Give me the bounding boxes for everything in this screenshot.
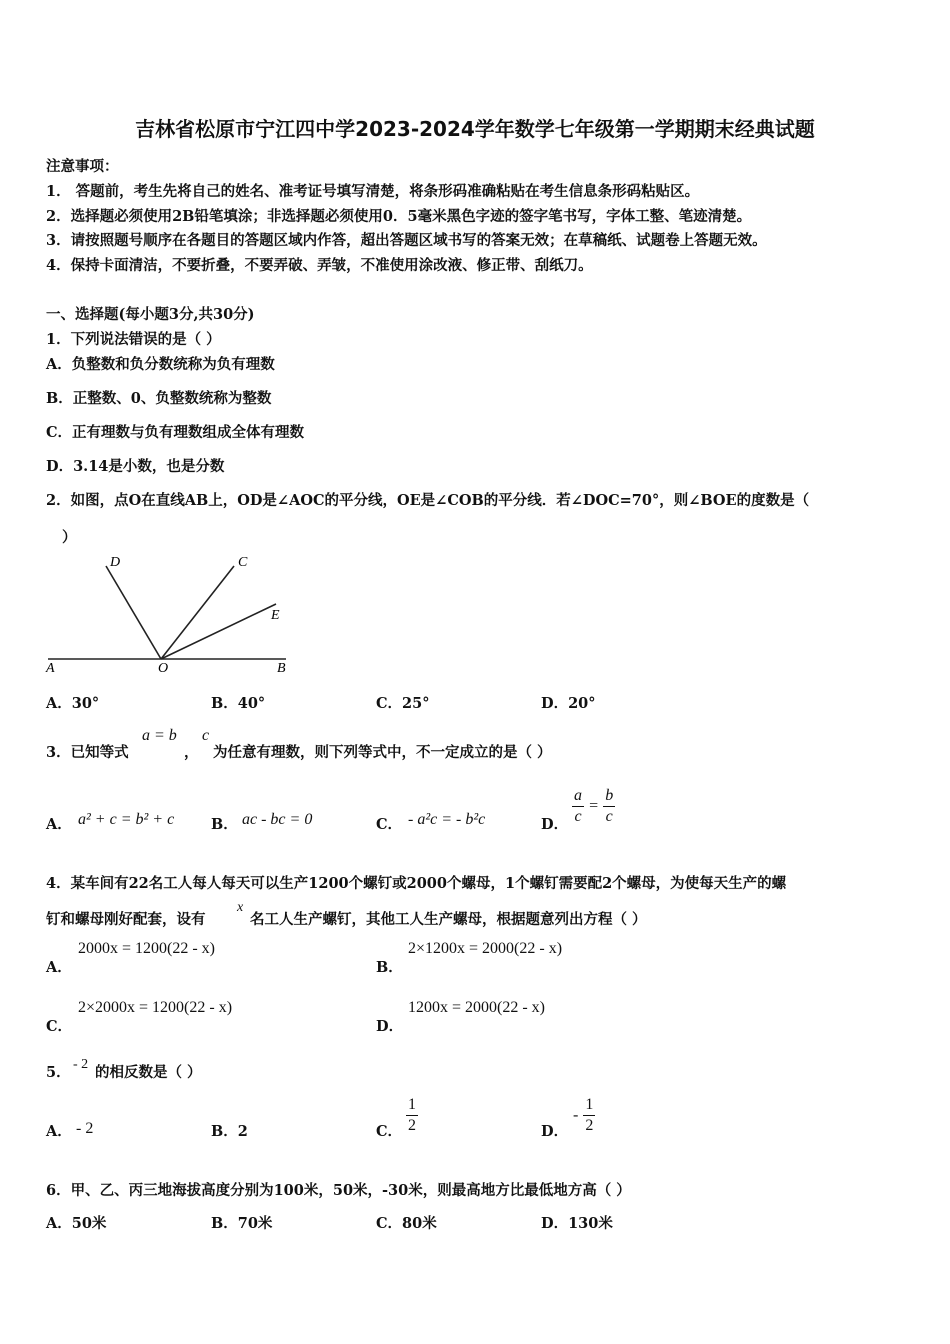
fraction-b-over-c: $\frac{b}{c}$ — [605, 787, 614, 825]
q3-option-b-expr: ac - bc = 0 — [242, 811, 313, 828]
q3-stem-end: 为任意有理数，则下列等式中，不一定成立的是（ ） — [213, 744, 552, 761]
q1-option-a: A．负整数和负分数统称为负有理数 — [46, 356, 275, 373]
ray-oe — [161, 604, 276, 659]
fraction-neg-one-half: $\frac{1}{2}$ — [585, 1096, 594, 1134]
q5-option-c-expr — [406, 1095, 418, 1136]
q6-option-b: B．70米 — [211, 1215, 273, 1232]
fraction-a-over-c: $\frac{a}{c}$ — [574, 787, 582, 825]
q6-stem: 6．甲、乙、丙三地海拔高度分别为100米，50米，-30米，则最高地方比最低地方高（ ） — [46, 1182, 631, 1199]
q1-stem: 1．下列说法错误的是（ ） — [46, 331, 221, 348]
angle-figure — [44, 548, 294, 673]
q3-equation: a = b — [142, 727, 177, 744]
q3-variable: c — [202, 727, 210, 744]
q2-option-c: C．25° — [376, 695, 430, 712]
q2-stem: 2．如图，点O在直线AB上，OD是∠AOC的平分线，OE是∠COB的平分线．若∠DOC=70°，则∠BOE的度数是（ — [46, 492, 810, 509]
q4-option-b-label: B． — [376, 959, 403, 976]
q6-option-c: C．80米 — [376, 1215, 437, 1232]
q1-option-b: B．正整数、0、负整数统称为整数 — [46, 390, 272, 407]
q1-option-d: D．3.14是小数，也是分数 — [46, 458, 225, 475]
fraction-one-half: $\frac{1}{2}$ — [408, 1096, 416, 1134]
ray-od — [106, 566, 161, 659]
notice-item-3: 3．请按照题号顺序在各题目的答题区域内作答，超出答题区域书写的答案无效；在草稿纸、试题卷上答题无效。 — [46, 232, 767, 249]
q4-option-c-label: C． — [46, 1018, 73, 1035]
section-heading: 一、选择题(每小题3分,共30分) — [46, 306, 255, 323]
q5-option-d-expr: - $\frac{1}{2}$ — [573, 1096, 594, 1134]
q5-option-b: B．2 — [211, 1123, 248, 1140]
label-d: D — [110, 555, 121, 570]
q3-option-c-expr: - a²c = - b²c — [408, 811, 486, 828]
q5-option-c-label: C． — [376, 1123, 403, 1140]
q4-option-d-expr: 1200x = 2000(22 - x) — [408, 999, 546, 1016]
q6-option-d: D．130米 — [541, 1215, 613, 1232]
q3-comma: ， — [184, 744, 199, 761]
q4-stem-line2-start: 钉和螺母刚好配套，设有 — [46, 911, 206, 928]
q3-option-a-expr: a² + c = b² + c — [78, 811, 175, 828]
q2-option-a: A．30° — [46, 695, 100, 712]
q4-stem-line1: 4．某车间有22名工人每人每天可以生产1200个螺钉或2000个螺母，1个螺钉需要配2个螺母，为使每天生产的螺 — [46, 875, 787, 892]
label-o: O — [158, 661, 169, 673]
q3-option-c-label: C． — [376, 816, 403, 833]
q2-option-d: D．20° — [541, 695, 596, 712]
q1-option-c: C．正有理数与负有理数组成全体有理数 — [46, 424, 305, 441]
q4-option-a-expr: 2000x = 1200(22 - x) — [78, 940, 216, 957]
q4-option-c-expr: 2×2000x = 1200(22 - x) — [78, 999, 233, 1016]
q2-option-b: B．40° — [211, 695, 266, 712]
label-e: E — [271, 608, 280, 623]
q3-option-b-label: B． — [211, 816, 238, 833]
q4-variable: x — [237, 900, 244, 915]
q5-expression: - 2 — [73, 1057, 89, 1072]
notice-heading: 注意事项： — [46, 158, 119, 175]
ray-oc — [161, 566, 234, 659]
q2-stem-end: ） — [62, 529, 77, 546]
q5-option-a-label: A． — [46, 1123, 72, 1140]
q3-option-d-expr: $\frac{a}{c}$ = $\frac{b}{c}$ — [574, 787, 614, 825]
q3-stem-start: 3．已知等式 — [46, 744, 129, 761]
q4-stem-line2-end: 名工人生产螺钉，其他工人生产螺母，根据题意列出方程（ ） — [250, 911, 647, 928]
q5-option-a-expr: - 2 — [76, 1120, 94, 1137]
q4-option-d-label: D． — [376, 1018, 404, 1035]
q5-option-d-label: D． — [541, 1123, 569, 1140]
q5-stem: 的相反数是（ ） — [95, 1064, 202, 1081]
label-b: B — [277, 661, 286, 673]
q4-option-a-label: A． — [46, 959, 72, 976]
q6-option-a: A．50米 — [46, 1215, 107, 1232]
notice-item-4: 4．保持卡面清洁，不要折叠，不要弄破、弄皱，不准使用涂改液、修正带、刮纸刀。 — [46, 257, 593, 274]
q4-option-b-expr: 2×1200x = 2000(22 - x) — [408, 940, 563, 957]
label-c: C — [238, 555, 248, 570]
q5-number: 5． — [46, 1064, 71, 1081]
notice-item-1: 1． 答题前，考生先将自己的姓名、准考证号填写清楚，将条形码准确粘贴在考生信息条形码粘贴区。 — [46, 183, 700, 200]
label-a: A — [46, 661, 55, 673]
notice-item-2: 2．选择题必须使用2B铅笔填涂；非选择题必须使用0．5毫米黑色字迹的签字笔书写，字体工整、笔迹清楚。 — [46, 208, 752, 225]
page-title: 吉林省松原市宁江四中学2023-2024学年数学七年级第一学期期末经典试题 — [135, 117, 815, 141]
q3-option-d-label: D． — [541, 816, 569, 833]
q3-option-a-label: A． — [46, 816, 72, 833]
